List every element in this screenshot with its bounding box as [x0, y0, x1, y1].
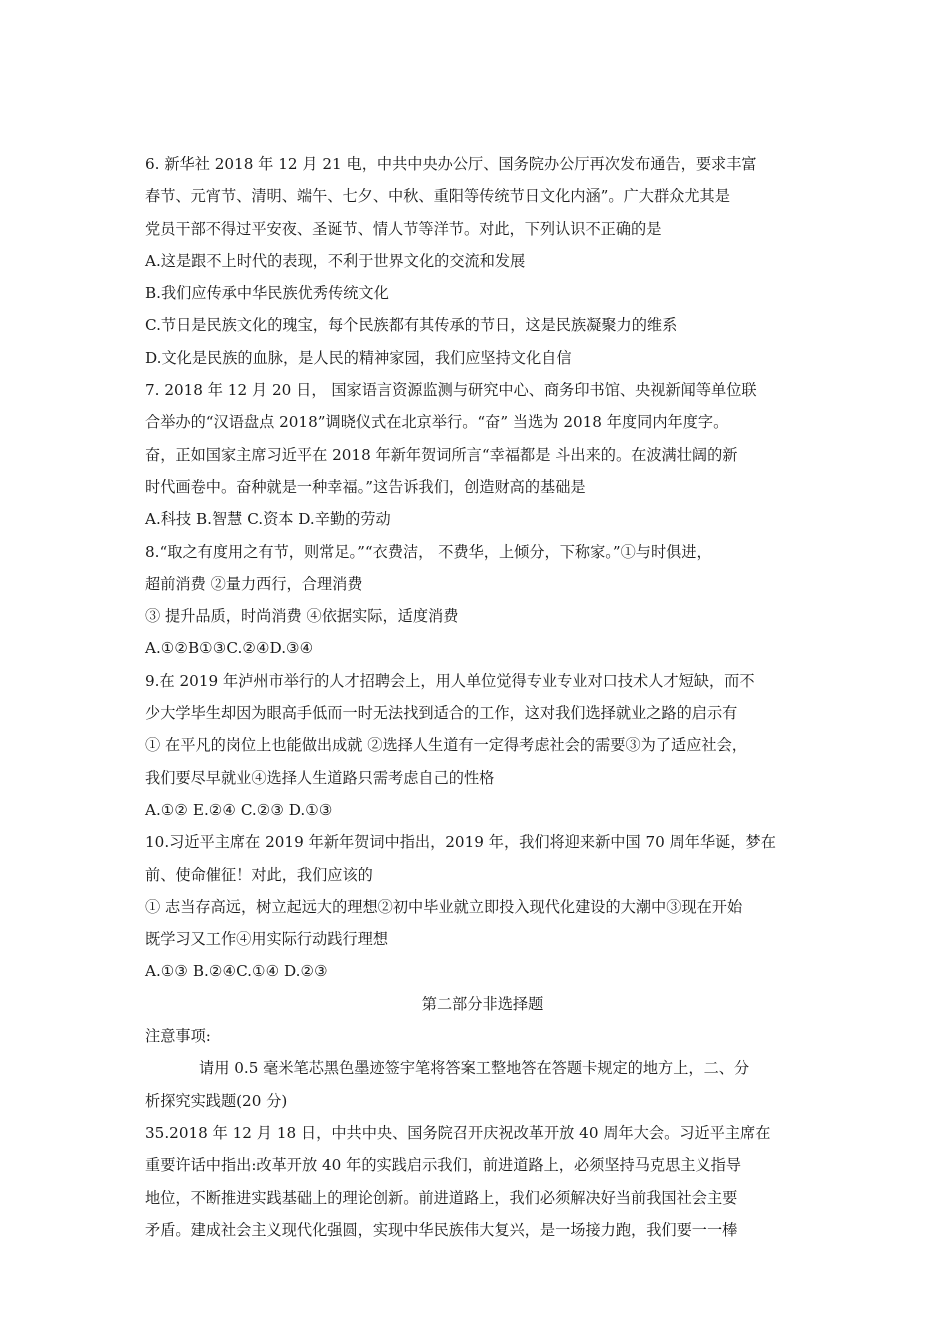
q8-options: A.①②B①③C.②④D.③④: [145, 639, 314, 658]
notice-line-1: 请用 0.5 毫米笔芯黑色墨迹签宇笔将答案工整地答在答题卡规定的地方上，二、分: [199, 1059, 750, 1078]
q6-option-c: C.节日是民族文化的瑰宝，每个民族都有其传承的节日，这是民族凝聚力的维系: [145, 316, 678, 335]
q35-line-4: 矛盾。建成社会主义现代化强圆，实现中华民族伟大复兴，是一场接力跑，我们要一一棒: [145, 1220, 738, 1239]
q6-option-a: A.这是跟不上时代的表现，不利于世界文化的交流和发展: [145, 251, 526, 270]
q10-line-4: 既学习又工作④用实际行动践行理想: [145, 930, 388, 949]
q7-line-2: 合举办的“汉语盘点 2018”调晓仪式在北京举行。“奋” 当选为 2018 年度同内年度字。: [145, 413, 729, 432]
q6-line-3: 党员干部不得过平安夜、圣诞节、情人节等洋节。对此，下列认识不正确的是: [145, 219, 662, 238]
q9-line-1: 9.在 2019 年泸州市举行的人才招聘会上，用人单位觉得专业专业对口技术人才短缺，而不: [145, 671, 755, 690]
q6-line-1: 6. 新华社 2018 年 12 月 21 电，中共中央办公厅、国务院办公厅再次发布通告，要求丰富: [145, 155, 757, 173]
q7-line-4: 时代画卷中。奋种就是一种幸福。”这告诉我们，创造财高的基础是: [145, 477, 586, 496]
q8-line-3: ③ 提升品质，时尚消费 ④依据实际，适度消费: [145, 607, 459, 626]
q10-line-3: ① 志当存高远，树立起远大的理想②初中毕业就立即投入现代化建设的大潮中③现在开始: [145, 897, 743, 916]
q6-line-2: 春节、元宵节、清明、端午、七夕、中秋、重阳等传统节日文化内涵”。广大群众尤其是: [145, 187, 730, 206]
q8-line-2: 超前消费 ②量力西行，合理消费: [145, 574, 363, 593]
q6-option-b: B.我们应传承中华民族优秀传统文化: [145, 284, 389, 303]
q8-line-1: 8.“取之有度用之有节，则常足。”“衣费洁， 不费华，上倾分，下称家。”①与时俱进，: [145, 542, 712, 561]
q10-options: A.①③ B.②④C.①④ D.②③: [145, 962, 328, 981]
q35-line-3: 地位，不断推进实践基础上的理论创新。前进道路上，我们必须解决好当前我国社会主要: [145, 1188, 738, 1207]
q9-line-3: ① 在平凡的岗位上也能做出成就 ②选择人生道有一定得考虑社会的需要③为了适应社会，: [145, 736, 747, 755]
notice-line-2: 析探究实践题(20 分): [145, 1091, 288, 1110]
q9-options: A.①② E.②④ C.②③ D.①③: [145, 800, 333, 819]
q6-option-d: D.文化是民族的血脉，是人民的精神家园，我们应坚持文化自信: [145, 348, 572, 367]
q35-line-2: 重要许话中指出:改革开放 40 年的实践启示我们，前进道路上，必须坚持马克思主义指导: [145, 1156, 742, 1175]
q7-options: A.科技 B.智慧 C.资本 D.辛勤的劳动: [145, 510, 391, 529]
q10-line-1: 10.习近平主席在 2019 年新年贺词中指出，2019 年，我们将迎来新中国 70 周年华诞，梦在: [145, 833, 776, 852]
q9-line-2: 少大学毕生却因为眼高手低而一时无法找到适合的工作，这对我们选择就业之路的启示有: [145, 704, 738, 723]
q7-line-1: 7. 2018 年 12 月 20 日， 国家语言资源监测与研究中心、商务印书馆、央视新闻等单位联: [145, 381, 757, 400]
q9-line-4: 我们要尽早就业④选择人生道路只需考虑自己的性格: [145, 768, 495, 787]
section-heading: 第二部分非选择题: [421, 994, 544, 1013]
notice-label: 注意事项:: [145, 1027, 211, 1046]
document-page: [145, 148, 820, 1246]
q35-line-1: 35.2018 年 12 月 18 日，中共中央、国务院召开庆祝改革开放 40 周年大会。习近平主席在: [145, 1123, 771, 1142]
q10-line-2: 前、使命催征！对此，我们应该的: [145, 865, 373, 884]
q7-line-3: 奋，正如国家主席习近平在 2018 年新年贺词所言“幸福都是 斗出来的。在波满壮阔的新: [145, 445, 738, 464]
